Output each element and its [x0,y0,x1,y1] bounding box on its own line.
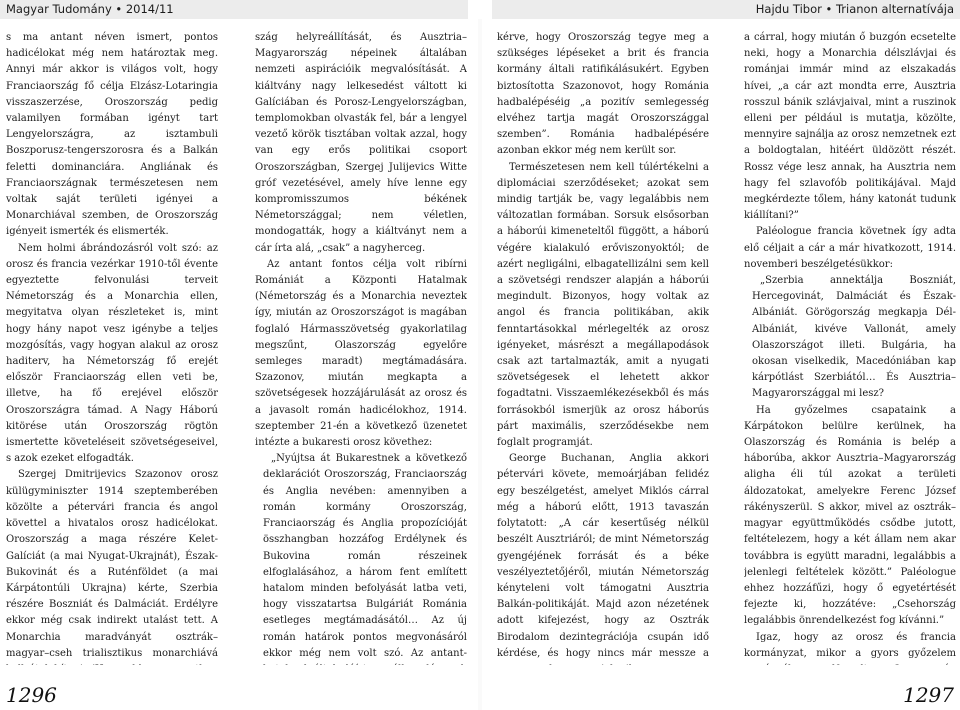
paragraph: Nem holmi ábrándozásról volt szó: az orosz és francia vezérkar 1910-től évente egyeztette felvonulási terveit Németország és a Monarchia ellen, megyitatva olyan részleteket is, mint hogy hány napot vesz igénybe a teljes mozgósítás, vagy hogyan alakul az orosz haditerv, ha Németország fő erejét először Franciaország ellen veti be, illetve, ha fő erejével először Oroszországra támad. A Nagy Háború kitörése után Oroszország rögtön ismertette követeléseit szövetségeseivel, s azok ezeket elfogadták. [6,242,218,465]
paragraph: szág helyreállítását, és Ausztria–Magyarország népeinek általában nemzeti aspirációik megvalósítását. A kiáltvány nagy lelkesedést váltott ki Galíciában és Porosz-Lengyelországban, templomokban olvasták fel, bár a lengyel vezető körök tisztában voltak azzal, hogy van egy erős politikai csoport Oroszországban, Szergej Julijevics Witte gróf vezetésével, amely híve lenne egy kompromisszumos békének Németországgal; nem véletlen, mondogatták, hogy a kiáltványt nem a cár írta alá, „csak” a nagyherceg. [255,32,467,254]
running-header-left: Magyar Tudomány • 2014/11 [0,0,468,19]
paragraph: a cárral, hogy miután ő buzgón ecsetelte neki, hogy a Monarchia délszlávjai és románjai immár mind az elszakadás hívei, „a cár azt mondta erre, Ausztria rosszul bánik szlávjaival, mint a ruszinok elleni per például is mutatja, közölte, mennyire sajnálja az orosz nemzetnek ezt a boldogtalan, hitéért üldözött részét. Rossz vége lesz annak, ha Ausztria nem hagy fel szlavofób politikájával. Majd megkérdezte tőlem, hány katonát tudunk kiállítani?” [744,32,956,222]
paragraph: „Szerbia annektálja Boszniát, Hercegovinát, Dalmáciát és Észak-Albániát. Görögország megkapja Dél-Albániát, kivéve Vallonát, amely Olaszországot illeti. Bulgária, ha okosan viselkedik, Macedóniában kap kárpótlást Szerbiától… És Ausztria–Magyarországgal mi lesz? [752,275,956,400]
text-column-4 [744,30,956,665]
paragraph: Paléologue francia követnek így adta elő céljait a cár a már hivatkozott, 1914. novemberi beszélgetésükkor: [744,226,956,270]
page-number-left: 1296 [6,683,57,707]
page-number-right: 1297 [903,683,954,707]
text-column-2 [255,30,467,665]
paragraph: Ha győzelmes csapataink a Kárpátokon belülre kerülnek, ha Olaszország és Románia is belép a háborúba, akkor Ausztria–Magyarország aligha éli túl azokat a területi áldozatokat, amelyekre Ferenc József rákényszerül. S akkor, mivel az osztrák–magyar együttműködés csődbe jutott, feltételezem, hogy a két állam nem akar továbbra is együtt maradni, legalábbis a jelenlegi feltételek között.” Paléologue ehhez hozzáfűzi, hogy ő egyetértését fejezte ki, hozzátéve: „Csehország legalábbis önrendelkezést fog kívánni.” [744,404,956,627]
page-gutter [478,19,482,710]
paragraph: Természetesen nem kell túlértékelni a diplomáciai szerződéseket; azokat sem mindig tartják be, vagy legalábbis nem változatlan formában. Sorsuk elsősorban a háborúi kimeneteltől függött, a háború végére kialakuló erőviszonyoktól; de azért negligálni, elbagatellizálni sem kell a szövetségi rendszer alapján a háborúi megindult. Bizonyos, hogy voltak az angol és francia politikában, akik fenntartásokkal mérlegelték az orosz igényeket, másrészt a megállapodások csak azt tartalmazták, amit a nyugati szövetségesek el lehetett akkor fogadtatni. Visszaemlékezésekből és más forrásokból ismerjük az orosz háborús párt maximális, szerződésekbe nem foglalt programját. [497,161,709,449]
paragraph: Igaz, hogy az orosz és francia kormányzat, mikor a gyors győzelem [744,631,956,659]
paragraph: „Nyújtsa át Bukarestnek a következő deklarációt Oroszország, Franciaország és Anglia nevében: amennyiben a román kormány Oroszország, Franciaország és Anglia propozícióját összhangban hozzáfog Erdélynek és Bukovina román részeinek elfoglalásához, a három fent említett hatalom minden befolyását latba veti, hogy visszatartsa Bulgáriát Románia esetleges megtámadásától… Az új román határok pontos megvonásáról ekkor még nem volt szó. Az antant- [263,453,467,659]
text-column-3 [497,30,709,665]
paragraph: George Buchanan, Anglia akkori pétervári követe, memoárjában felidéz egy beszélgetést, amelyet Miklós cárral még a háború előtt, 1913 tavaszán folytatott: „A cár kesertűség nélkül beszélt Ausztriáról; de mint Németország gyengéjének forrását és a béke veszélyeztetőjéről, miután Németország kényteleni volt támogatni Ausztria Balkán-politikáját. Majd azon nézetének adott kifejezést, hogy az Osztrák Birodalom dezintegrációja csupán idő kérdése, és hogy nincs már messze a [497,453,709,659]
paragraph: s ma antant néven ismert, pontos hadicélokat még nem határoztak meg. Annyi már akkor is világos volt, hogy Franciaország fő célja Elzász-Lotaringia visszaszerzése, Oroszország pedig valamilyen formában igényt tart Lengyelországra, az isztambuli Boszporusz-tengerszorosra és a Balkán feletti dominanciára. Angliának és Franciaországnak természetesen nem voltak saját területi igényei a Monarchiával szemben, de Oroszország igényeit ismerték és elismerték. [6,32,218,238]
text-column-1 [6,30,218,665]
paragraph: Szergej Dmitrijevics Szazonov orosz külügyminiszter 1914 szeptemberében közölte a pétervári francia és angol követtel a hivatalos orosz hadicélokat. Oroszország a maga részére Kelet-Galíciát (a mai Nyugat-Ukrajnát), Észak-Bukovinát és a Ruténföldet (a mai Kárpátontúli Ukrajna) kérte, Szerbia részére Boszniát és Dalmáciát. Erdélyre ekkor még csak indirekt utalást tett. A Monarchia maradványát osztrák–magyar–cseh trialisztikus monarchiává [6,469,218,659]
paragraph: kérve, hogy Oroszország tegye meg a szükséges lépéseket a brit és francia kormány általi ratifikálásukért. Egyben biztosította Szazonovot, hogy Románia hadbalépéséig „a pozitív semlegesség elvéhez tartja magát Oroszországgal szemben”. Románia hadbalépésére azonban ekkor még nem került sor. [497,32,709,157]
paragraph: Az antant fontos célja volt ribírni Romániát a Központi Hatalmak (Németország és a Monarchia neveztek így, miután az Oroszországot is magában foglaló Hármasszövetség gyakorlatilag megszűnt, Olaszország egyelőre semleges maradt) megtámadására. Szazonov, miután megkapta a szövetségesek hozzájárulását az orosz és a javasolt román hadicélokhoz, 1914. szeptember 21-én a következő üzenetet intézte a bukaresti orosz követhez: [255,258,467,449]
running-header-right: Hajdu Tibor • Trianon alternatívája [492,0,960,19]
